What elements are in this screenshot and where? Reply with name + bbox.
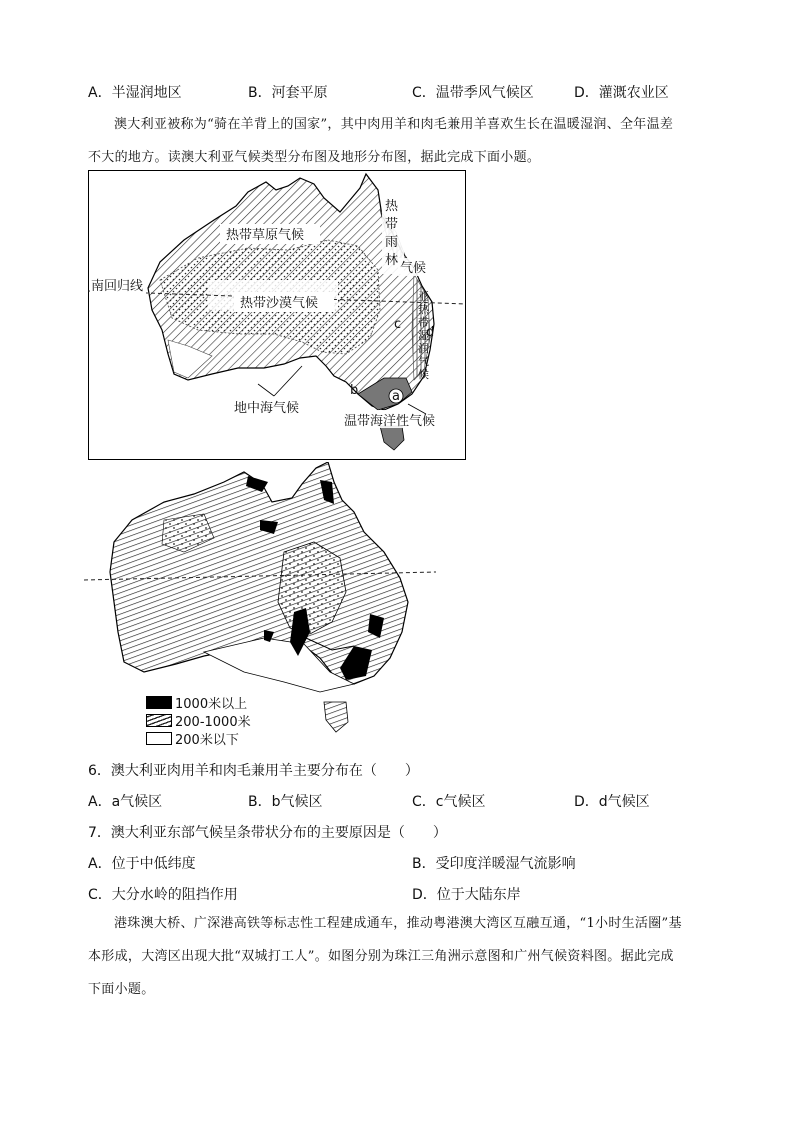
passage-1-line-1: 澳大利亚被称为“骑在羊背上的国家”，其中肉用羊和肉毛兼用羊喜欢生长在温暖湿润、全年温差: [114, 117, 674, 132]
q6-stem: 6．澳大利亚肉用羊和肉毛兼用羊主要分布在（ ）: [88, 763, 419, 779]
label-subtropical-1: 亚: [418, 290, 429, 303]
marker-a: a: [392, 389, 400, 404]
label-rainforest-4: 林: [385, 253, 399, 268]
marker-b: b: [350, 383, 359, 398]
q6-option-c[interactable]: C．c气候区: [412, 794, 486, 810]
label-rainforest-3: 雨: [385, 235, 399, 250]
legend-item-mid: [146, 712, 251, 728]
q5-option-c[interactable]: C．温带季风气候区: [412, 85, 534, 101]
marker-c: c: [394, 317, 402, 332]
q7-option-b[interactable]: B．受印度洋暖湿气流影响: [412, 856, 576, 872]
passage-2: [88, 907, 708, 1006]
label-tropical-grassland: 热带草原气候: [226, 228, 305, 243]
legend-swatch-hatch: [146, 714, 172, 727]
terrain-tasmania: [324, 702, 348, 732]
label-rainforest-2: 带: [385, 217, 399, 232]
q5-option-b[interactable]: B．河套平原: [248, 85, 328, 101]
passage-1-line-2: 不大的地方。读澳大利亚气候类型分布图及地形分布图，据此完成下面小题。: [88, 150, 541, 165]
q6-option-b[interactable]: B．b气候区: [248, 794, 323, 810]
label-rainforest-5: 气候: [400, 261, 427, 276]
passage-2-line-3: 下面小题。: [88, 982, 155, 997]
label-temperate-marine: 温带海洋性气候: [344, 414, 436, 429]
q5-option-d[interactable]: D．灌溉农业区: [574, 85, 669, 101]
legend-label-high: 1000米以上: [175, 696, 248, 712]
passage-2-line-2: 本形成，大湾区出现大批“双城打工人”。如图分别为珠江三角洲示意图和广州气候资料图。据此完成: [88, 949, 674, 964]
passage-2-line-1: 港珠澳大桥、广深港高铁等标志性工程建成通车，推动粤港澳大湾区互融互通，“1小时生活圈”基: [114, 916, 682, 931]
label-mediterranean: 地中海气候: [234, 401, 300, 416]
q7-option-a[interactable]: A．位于中低纬度: [88, 856, 196, 872]
legend-label-low: 200米以下: [175, 732, 239, 748]
q5-option-a[interactable]: A．半湿润地区: [88, 85, 182, 101]
legend-swatch-solid: [146, 696, 172, 709]
passage-1: [88, 108, 708, 174]
legend-item-low: [146, 730, 239, 746]
label-subtropical-4: 湿: [418, 329, 429, 342]
legend-item-high: [146, 694, 247, 710]
legend-swatch-blank: [146, 732, 172, 745]
q7-option-c[interactable]: C．大分水岭的阻挡作用: [88, 887, 238, 903]
terrain-map: [84, 462, 438, 734]
label-tropical-desert: 热带沙漠气候: [240, 296, 319, 311]
label-subtropical-6: 气: [418, 355, 429, 368]
label-subtropical-5: 润: [418, 342, 429, 355]
label-subtropical-7: 候: [418, 368, 429, 381]
label-rainforest-1: 热: [385, 199, 399, 214]
label-subtropical-2: 热: [418, 303, 429, 316]
label-tropic-line: 南回归线: [91, 279, 144, 294]
label-subtropical-3: 带: [418, 316, 429, 329]
marker-d: d: [426, 325, 435, 340]
q6-option-d[interactable]: D．d气候区: [574, 794, 650, 810]
legend-label-mid: 200-1000米: [175, 714, 251, 730]
climate-map: [88, 170, 466, 460]
q7-option-d[interactable]: D．位于大陆东岸: [412, 887, 521, 903]
q7-stem: 7．澳大利亚东部气候呈条带状分布的主要原因是（ ）: [88, 825, 447, 841]
q6-option-a[interactable]: A．a气候区: [88, 794, 163, 810]
